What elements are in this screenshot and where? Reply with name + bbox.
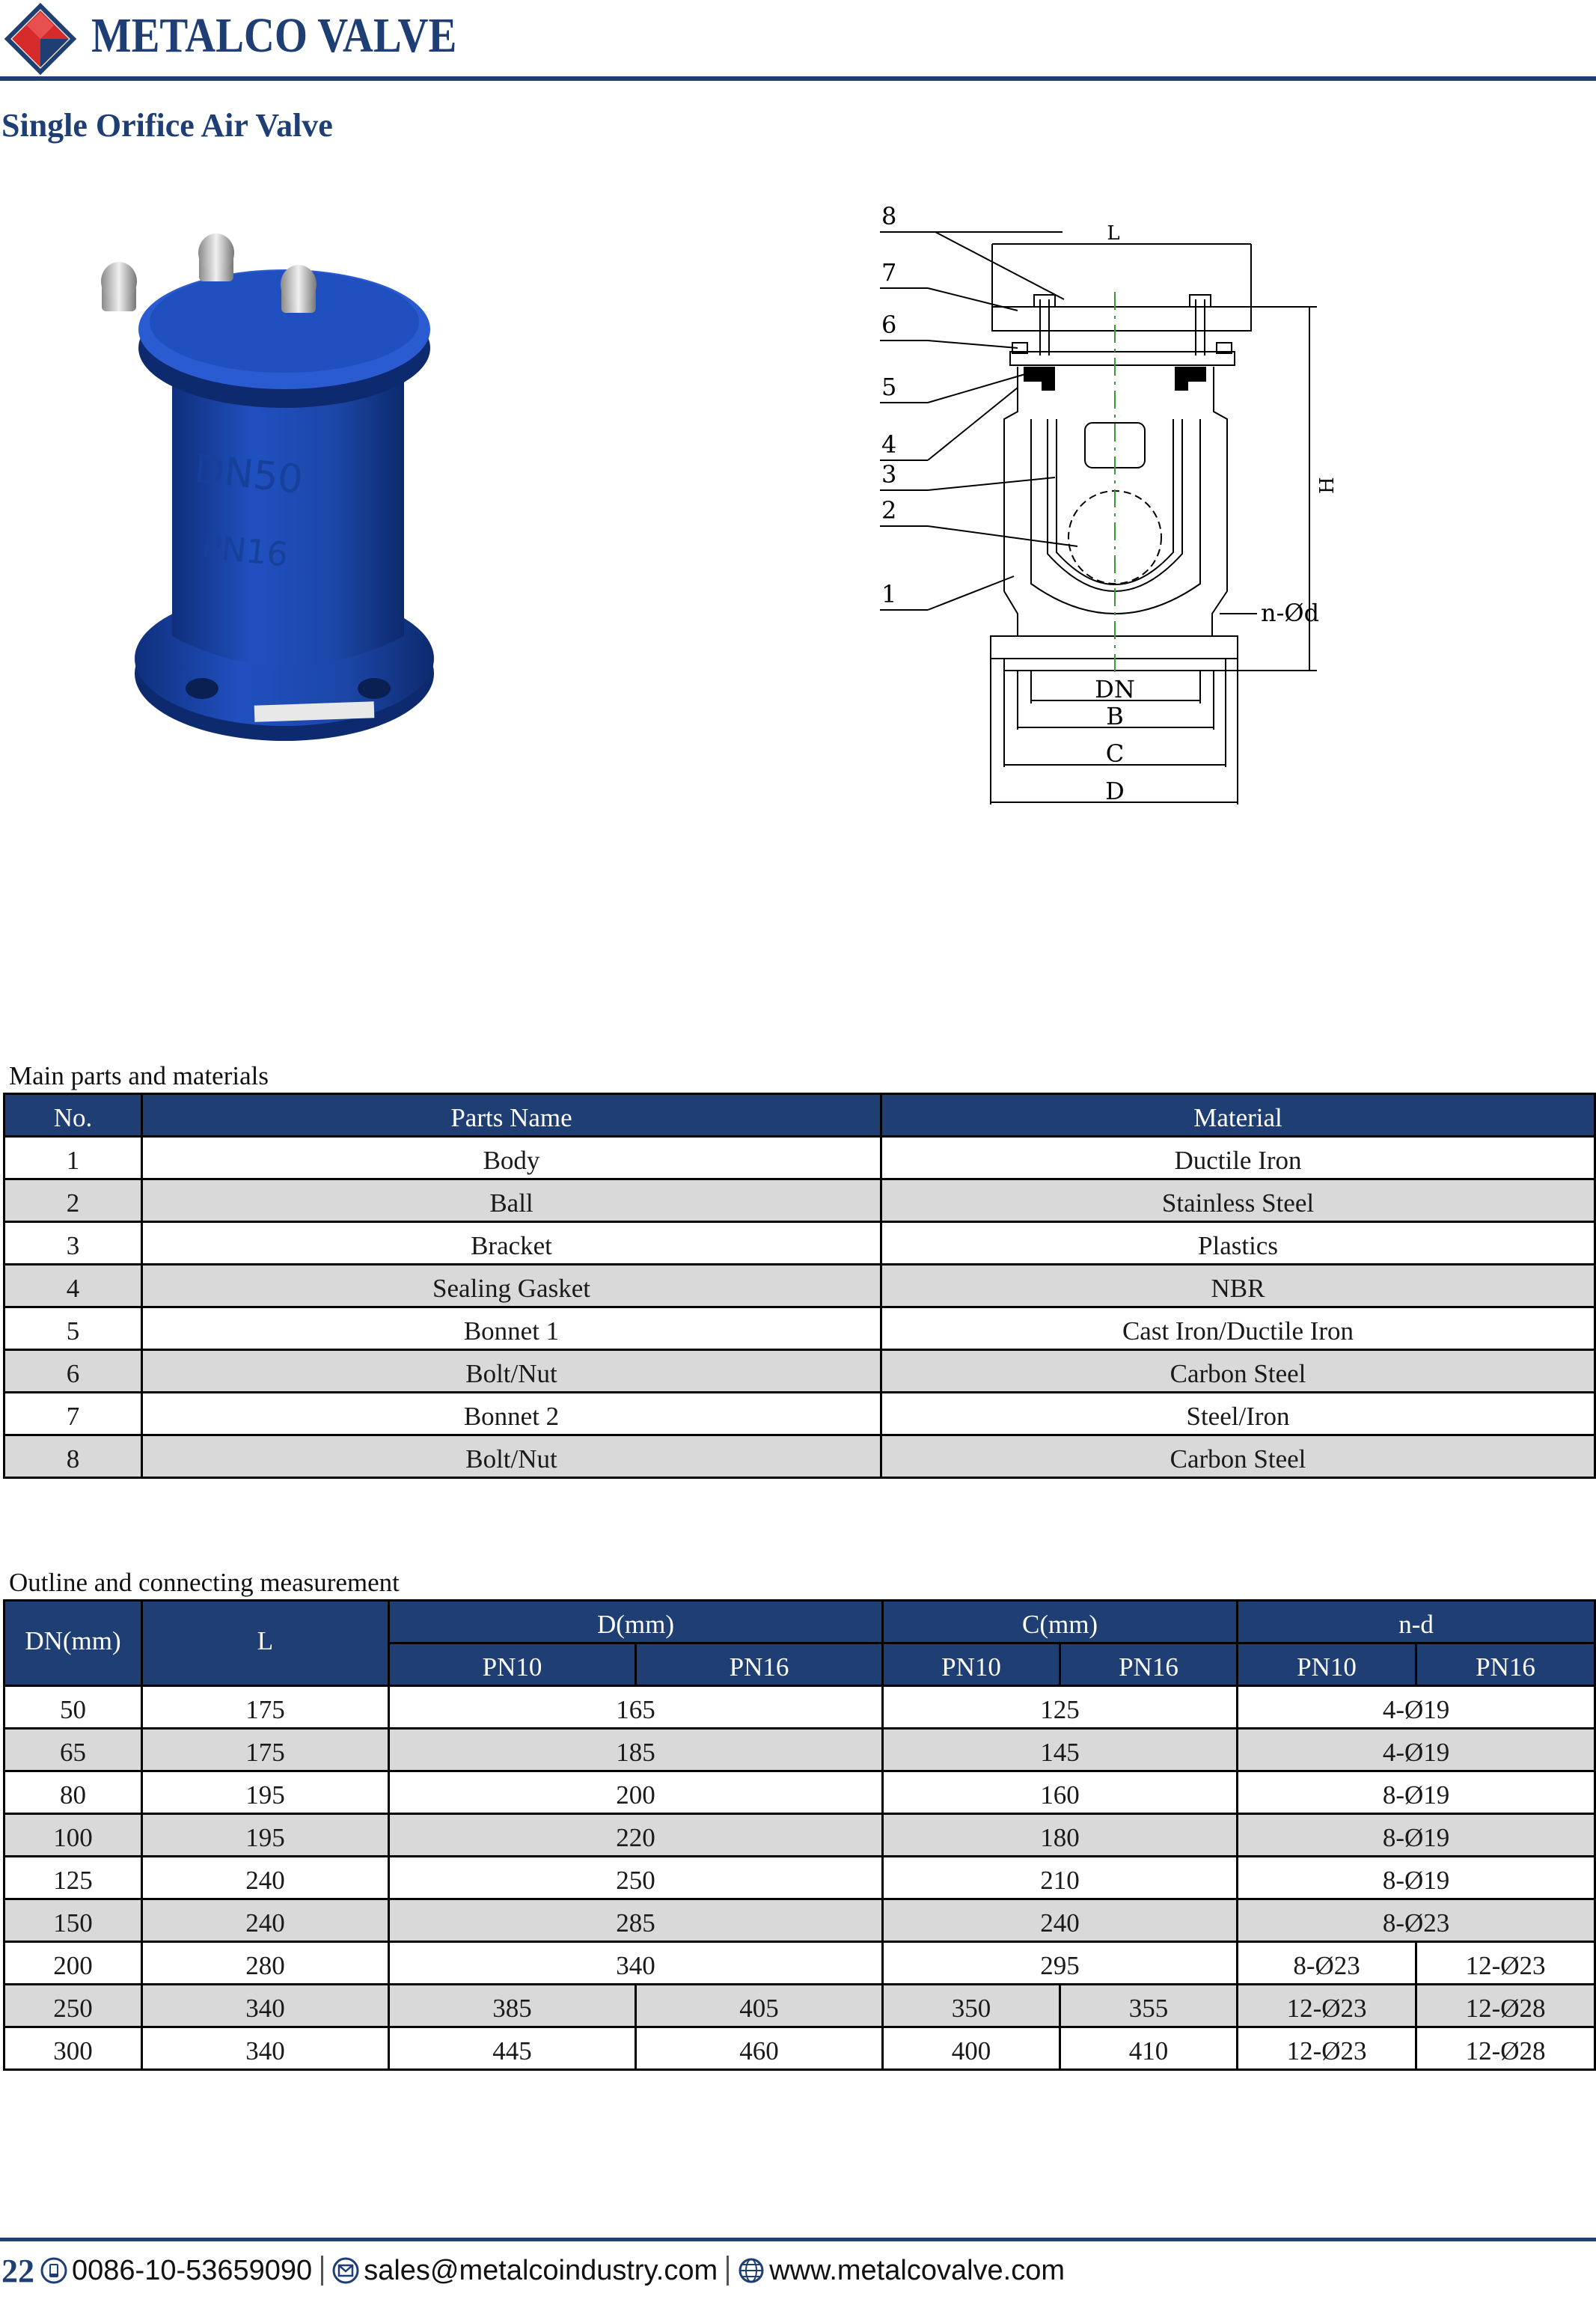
measurement-caption: Outline and connecting measurement (9, 1568, 400, 1597)
parts-caption: Main parts and materials (9, 1061, 269, 1090)
svg-text:B: B (1106, 702, 1124, 730)
footer-separator (321, 2256, 323, 2286)
col-header-pn16: PN16 (1416, 1643, 1595, 1686)
table-row: 7 Bonnet 2 Steel/Iron (4, 1393, 1595, 1435)
page-title: Single Orifice Air Valve (1, 107, 333, 144)
col-header-pn16: PN16 (1060, 1643, 1238, 1686)
part-label: 2 (881, 496, 897, 525)
svg-text:PN16: PN16 (200, 527, 290, 575)
svg-text:C: C (1105, 739, 1125, 768)
footer-email[interactable]: sales@metalcoindustry.com (364, 2254, 718, 2286)
footer-website[interactable]: www.metalcovalve.com (769, 2254, 1065, 2286)
col-header-material: Material (881, 1094, 1595, 1137)
table-row: 1 Body Ductile Iron (4, 1137, 1595, 1179)
table-row: 2 Ball Stainless Steel (4, 1179, 1595, 1222)
table-row: 150 240 285 240 8-Ø23 (4, 1899, 1595, 1942)
part-label: 1 (881, 580, 897, 608)
globe-icon (738, 2257, 765, 2284)
part-label: 5 (881, 373, 897, 401)
part-label: 8 (881, 202, 897, 230)
col-header-l: L (142, 1601, 389, 1686)
table-row: 300 340 445 460 400 410 12-Ø23 12-Ø28 (4, 2027, 1595, 2070)
svg-text:D: D (1105, 777, 1125, 805)
measurement-table (3, 1599, 1596, 2071)
col-header-nd: n-d (1238, 1601, 1595, 1643)
footer-divider (0, 2238, 1596, 2241)
col-header-dn: DN(mm) (4, 1601, 142, 1686)
table-row: 100 195 220 180 8-Ø19 (4, 1814, 1595, 1857)
table-row: 3 Bracket Plastics (4, 1222, 1595, 1265)
svg-text:DN50: DN50 (192, 446, 305, 503)
table-row: 250 340 385 405 350 355 12-Ø23 12-Ø28 (4, 1985, 1595, 2027)
phone-icon (40, 2257, 67, 2284)
footer-phone[interactable]: 0086-10-53659090 (72, 2254, 313, 2286)
col-header-d: D(mm) (389, 1601, 883, 1643)
table-row: 80 195 200 160 8-Ø19 (4, 1771, 1595, 1814)
table-row: 8 Bolt/Nut Carbon Steel (4, 1435, 1595, 1478)
header-divider (0, 76, 1596, 81)
metalco-logo-icon (4, 3, 76, 75)
valve-photo (60, 217, 524, 756)
table-row: 4 Sealing Gasket NBR (4, 1265, 1595, 1307)
part-label: 7 (881, 258, 897, 287)
valve-cross-section-diagram (868, 195, 1347, 838)
part-label: 4 (881, 430, 897, 459)
svg-text:n-Ød: n-Ød (1261, 599, 1320, 627)
svg-text:L: L (1107, 222, 1120, 245)
table-row: 50 175 165 125 4-Ø19 (4, 1686, 1595, 1729)
col-header-pn10: PN10 (1238, 1643, 1416, 1686)
svg-text:H: H (1316, 477, 1339, 494)
table-row: 5 Bonnet 1 Cast Iron/Ductile Iron (4, 1307, 1595, 1350)
page-number: 22 (1, 2252, 34, 2289)
col-header-pn10: PN10 (389, 1643, 636, 1686)
table-row: 200 280 340 295 8-Ø23 12-Ø23 (4, 1942, 1595, 1985)
col-header-parts-name: Parts Name (142, 1094, 881, 1137)
col-header-pn16: PN16 (636, 1643, 883, 1686)
footer (1, 2248, 1065, 2293)
part-label: 6 (881, 311, 897, 339)
parts-table (3, 1093, 1596, 1479)
svg-text:DN: DN (1095, 675, 1135, 703)
table-row: 65 175 185 145 4-Ø19 (4, 1729, 1595, 1771)
part-label: 3 (881, 460, 897, 489)
footer-separator (727, 2256, 729, 2286)
brand-name: METALCO VALVE (91, 8, 457, 63)
table-row: 125 240 250 210 8-Ø19 (4, 1857, 1595, 1899)
col-header-pn10: PN10 (883, 1643, 1060, 1686)
table-row: 6 Bolt/Nut Carbon Steel (4, 1350, 1595, 1393)
col-header-no: No. (4, 1094, 142, 1137)
col-header-c: C(mm) (883, 1601, 1238, 1643)
email-icon (332, 2257, 359, 2284)
